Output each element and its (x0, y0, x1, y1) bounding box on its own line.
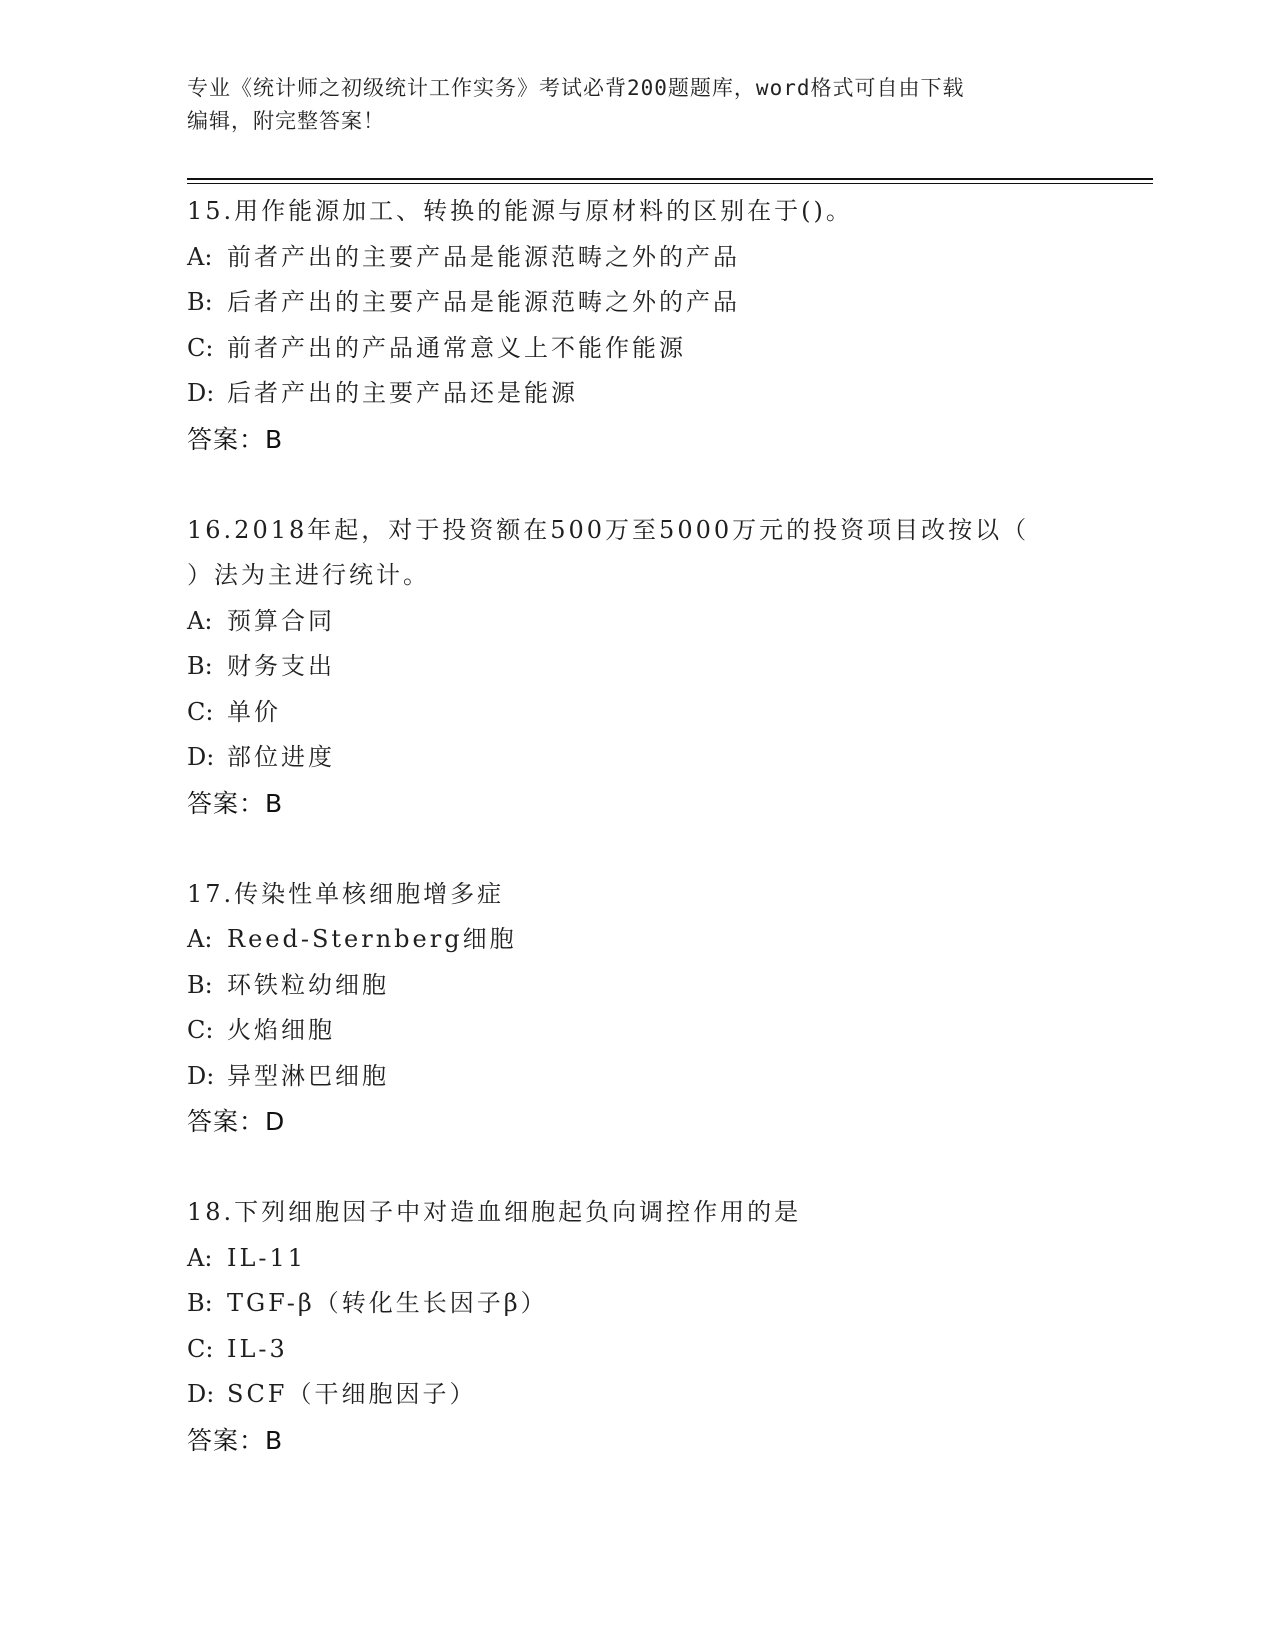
question-stem: 15.用作能源加工、转换的能源与原材料的区别在于()。 (187, 197, 853, 225)
option-letter: C: (187, 697, 214, 726)
option-text: 预算合同 (227, 606, 335, 635)
header-divider-thin (187, 183, 1153, 184)
option-text: 后者产出的主要产品是能源范畴之外的产品 (227, 288, 740, 316)
option-text: 单价 (227, 697, 281, 726)
option-text: 前者产出的主要产品是能源范畴之外的产品 (227, 242, 740, 271)
answer-label: 答案：B (187, 788, 284, 818)
option-b (187, 280, 1087, 326)
option-text: IL-3 (227, 1334, 288, 1363)
answer-label: 答案：D (187, 1107, 286, 1136)
option-letter: C: (187, 1334, 214, 1363)
option-text: TGF-β（转化生长因子β） (227, 1289, 548, 1317)
answer-label: 答案：B (187, 1425, 284, 1455)
option-letter: A: (187, 606, 213, 635)
option-a (187, 599, 1087, 645)
header-divider-thick (187, 178, 1153, 180)
option-letter: D: (187, 1380, 215, 1408)
header-line-2: 编辑，附完整答案！ (187, 109, 385, 133)
option-letter: B: (187, 652, 213, 680)
option-a (187, 917, 1087, 963)
option-letter: B: (187, 970, 213, 999)
option-text: SCF（干细胞因子） (227, 1380, 477, 1408)
answer-label: 答案：B (187, 424, 284, 454)
document-header (187, 72, 1087, 138)
question-list (187, 189, 1087, 1509)
option-d (187, 371, 1087, 417)
question-17 (187, 872, 1087, 1146)
option-text: Reed-Sternberg细胞 (227, 925, 517, 953)
option-text: 后者产出的主要产品还是能源 (227, 379, 578, 407)
option-c (187, 690, 1087, 736)
question-stem-continued: ）法为主进行统计。 (187, 561, 430, 589)
option-letter: C: (187, 333, 214, 362)
option-text: 异型淋巴细胞 (227, 1061, 389, 1090)
option-letter: D: (187, 743, 215, 771)
question-stem: 17.传染性单核细胞增多症 (187, 879, 505, 908)
option-a (187, 235, 1087, 281)
option-b (187, 644, 1087, 690)
option-text: 火焰细胞 (227, 1016, 335, 1044)
option-letter: B: (187, 1289, 213, 1317)
option-letter: B: (187, 288, 213, 316)
question-15 (187, 189, 1087, 463)
header-line-1: 专业《统计师之初级统计工作实务》考试必背200题题库，word格式可自由下载 (187, 76, 965, 100)
option-text: IL-11 (227, 1243, 307, 1272)
option-letter: D: (187, 379, 215, 407)
option-letter: D: (187, 1061, 215, 1090)
option-c (187, 1008, 1087, 1054)
option-text: 前者产出的产品通常意义上不能作能源 (227, 333, 686, 362)
option-text: 部位进度 (227, 743, 335, 771)
option-a (187, 1236, 1087, 1282)
option-letter: A: (187, 242, 213, 271)
option-b (187, 963, 1087, 1009)
option-text: 财务支出 (227, 652, 335, 680)
option-letter: C: (187, 1016, 214, 1044)
option-d (187, 735, 1087, 781)
question-stem: 18.下列细胞因子中对造血细胞起负向调控作用的是 (187, 1198, 802, 1226)
option-d (187, 1054, 1087, 1100)
option-c (187, 1327, 1087, 1373)
option-b (187, 1281, 1087, 1327)
question-16 (187, 508, 1087, 827)
question-18 (187, 1190, 1087, 1464)
option-letter: A: (187, 925, 213, 953)
question-stem: 16.2018年起，对于投资额在500万至5000万元的投资项目改按以（ (187, 515, 1030, 544)
option-c (187, 326, 1087, 372)
option-letter: A: (187, 1243, 213, 1272)
option-d (187, 1372, 1087, 1418)
option-text: 环铁粒幼细胞 (227, 970, 389, 999)
